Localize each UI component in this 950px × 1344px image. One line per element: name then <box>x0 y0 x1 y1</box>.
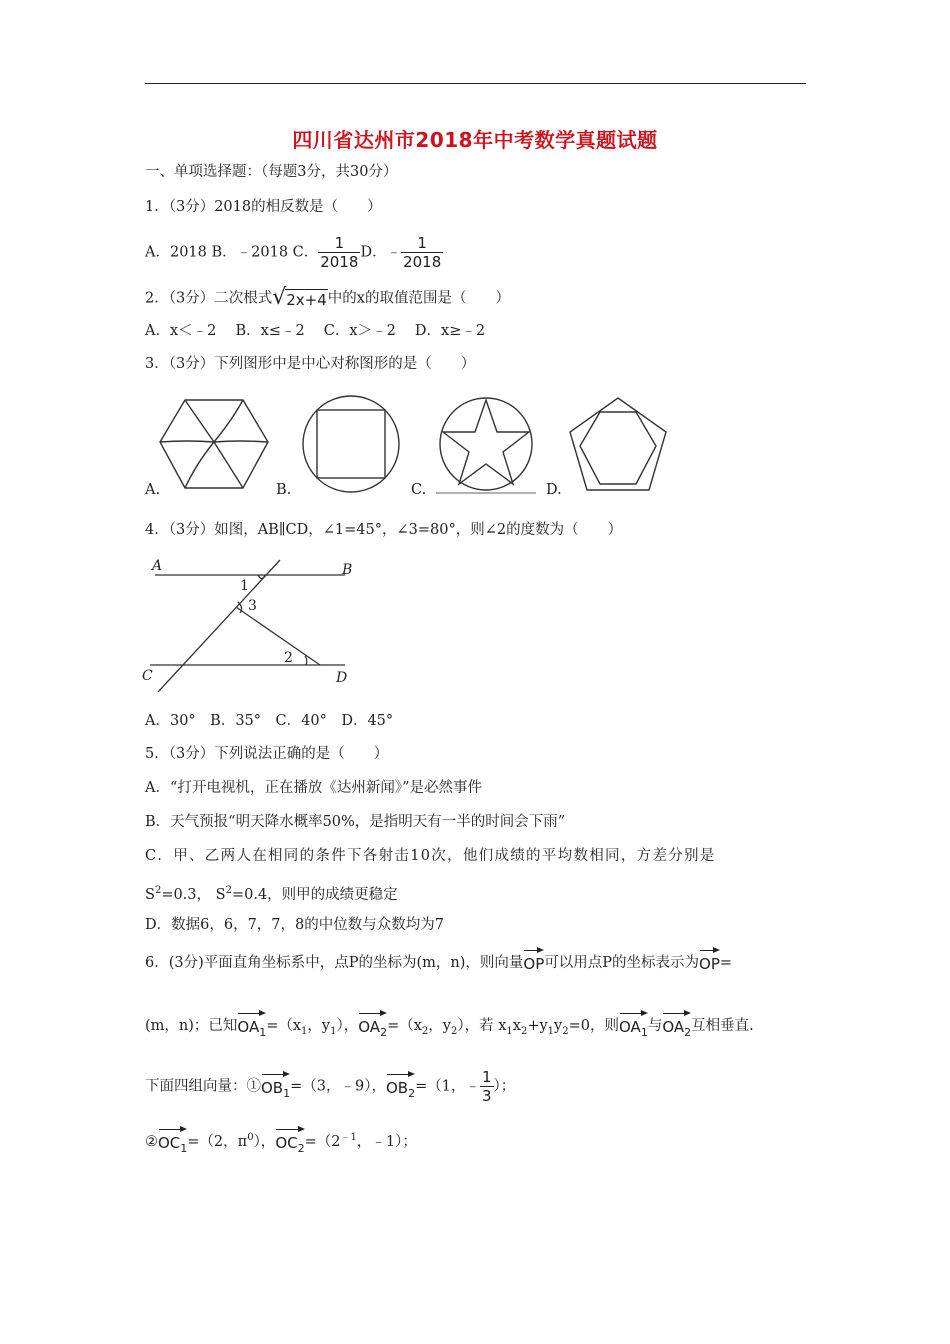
vector-oc1 <box>158 1126 187 1159</box>
superscript: 0 <box>247 1132 254 1144</box>
vector-base: OB <box>261 1078 284 1097</box>
figure-b-circle-square <box>303 396 399 492</box>
vector-oa1 <box>619 1010 648 1043</box>
section-heading: 一、单项选择题：（每题3分，共30分） <box>145 164 398 180</box>
q6-text: =（2，π <box>187 1134 248 1150</box>
q6-text: (m，n)；已知 <box>145 1018 238 1034</box>
fraction-c <box>318 234 360 271</box>
q6-text: 6．(3分)平面直角坐标系中，点P的坐标为(m，n)，则向量 <box>145 955 524 971</box>
superscript: ﹣1 <box>340 1132 357 1144</box>
vector-base: OC <box>275 1134 298 1152</box>
q6-text: 与 <box>647 1018 663 1034</box>
subscript: 2 <box>380 1026 388 1039</box>
subscript: 2 <box>684 1026 692 1039</box>
q6-text: ，﹣1）； <box>356 1134 417 1150</box>
page-title: 四川省达州市2018年中考数学真题试题 <box>292 128 658 152</box>
q3-label-b: B. <box>276 482 292 498</box>
question-1-stem: 1．（3分）2018的相反数是（ ） <box>145 199 382 215</box>
subscript: 1 <box>301 1025 308 1037</box>
question-2-stem <box>145 287 510 310</box>
question-3-stem: 3．（3分）下列图形中是中心对称图形的是（ ） <box>145 356 476 372</box>
q2-stem-post: 中的x的取值范围是（ ） <box>327 290 510 307</box>
label-c: C <box>142 668 153 684</box>
variance-s: S <box>145 886 155 903</box>
q4-figure <box>140 552 370 692</box>
vector-base: OA <box>619 1018 641 1036</box>
subscript: 1 <box>330 1025 337 1037</box>
radical-sign-icon: √ <box>272 285 287 310</box>
q6-text: = <box>719 955 733 971</box>
label-b: B <box>342 562 353 578</box>
question-6-line-4 <box>145 1126 417 1159</box>
vector-ob2 <box>386 1071 415 1104</box>
vector-oc2 <box>275 1126 304 1159</box>
q5-option-a: A．“打开电视机，正在播放《达州新闻》”是必然事件 <box>145 780 483 796</box>
angle-1-label: 1 <box>240 578 249 594</box>
variance-s: S <box>215 886 226 903</box>
q6-text: =0，则 <box>568 1018 619 1034</box>
q6-text: ），若 x <box>457 1018 507 1034</box>
variance-b: =0.4，则甲的成绩更稳定 <box>231 886 398 903</box>
question-6-line-3 <box>145 1068 515 1105</box>
q6-text: y <box>554 1018 563 1034</box>
subscript: 1 <box>259 1026 267 1039</box>
question-4-stem: 4．（3分）如图，AB∥CD，∠1=45°，∠3=80°，则∠2的度数为（ ） <box>145 522 623 538</box>
fraction-denominator: 2018 <box>320 253 359 271</box>
q2-stem-pre: 2．（3分）二次根式 <box>145 290 273 307</box>
q6-text: =（2 <box>304 1134 341 1150</box>
vector-base: OA <box>358 1018 381 1036</box>
label-a: A <box>152 558 163 574</box>
vector-oa1 <box>237 1010 266 1043</box>
question-5-stem: 5．（3分）下列说法正确的是（ ） <box>145 746 389 762</box>
vector-base: OA <box>237 1018 260 1036</box>
q6-text: ）， <box>336 1018 359 1034</box>
q6-text: ）； <box>493 1078 516 1095</box>
vector-op: OP <box>699 947 720 974</box>
vector-base: OA <box>662 1018 685 1036</box>
q3-label-c: C. <box>411 482 427 498</box>
fraction-numerator: 1 <box>334 234 345 252</box>
superscript: 2 <box>225 885 232 896</box>
subscript: 2 <box>297 1142 305 1155</box>
subscript: 2 <box>450 1025 458 1037</box>
question-6-line-2 <box>145 1010 754 1043</box>
fraction-denominator: 3 <box>481 1087 492 1105</box>
q6-text: x <box>512 1018 521 1034</box>
q6-text: 可以用点P的坐标表示为 <box>544 955 700 971</box>
q5-option-c-line2 <box>145 881 398 905</box>
angle-3-label: 3 <box>248 598 257 614</box>
superscript: 2 <box>154 885 162 896</box>
radicand: 2x+4 <box>286 291 327 309</box>
figure-c-circle-star <box>440 398 532 490</box>
q6-text: ，y <box>428 1018 451 1034</box>
q6-text: ② <box>145 1134 158 1150</box>
variance-a: =0.3， <box>161 886 212 903</box>
vector-oa2 <box>662 1010 691 1043</box>
q6-text: 下面四组向量：① <box>145 1078 261 1095</box>
q6-text: =（x <box>266 1018 302 1034</box>
question-6-line-1 <box>145 947 732 974</box>
q5-option-b: B．天气预报“明天降水概率50%，是指明天有一半的时间会下雨” <box>145 814 566 830</box>
q5-option-d: D．数据6，6，7，7，8的中位数与众数均为7 <box>145 917 444 933</box>
vector-base: OC <box>158 1134 181 1152</box>
vector-op: OP <box>523 947 544 974</box>
subscript: 1 <box>547 1025 555 1037</box>
q6-text: =（3，﹣9）， <box>290 1078 386 1095</box>
subscript: 1 <box>180 1142 188 1155</box>
q6-text: ，y <box>307 1018 331 1034</box>
header-rule <box>145 83 806 84</box>
subscript: 1 <box>506 1025 513 1037</box>
q3-label-d: D. <box>546 482 562 498</box>
fraction-numerator: 1 <box>417 234 427 252</box>
subscript: 2 <box>421 1025 429 1037</box>
fraction-denominator: 2018 <box>403 253 442 271</box>
q1-options-text: A．2018 B．﹣2018 C． <box>145 244 319 261</box>
fraction-numerator: 1 <box>481 1068 492 1086</box>
figure-a-hexagon <box>160 400 268 488</box>
vector-base: OB <box>385 1078 409 1097</box>
subscript: 2 <box>408 1086 416 1100</box>
vector-oa2 <box>358 1010 387 1043</box>
question-2-options: A．x＜﹣2 B．x≤﹣2 C．x＞﹣2 D．x≥﹣2 <box>145 323 486 339</box>
q6-text: =（x <box>387 1018 422 1034</box>
fraction-d <box>401 234 443 271</box>
figure-d-pentagon-hexagon <box>570 398 666 490</box>
subscript: 1 <box>283 1086 291 1100</box>
question-1-options <box>145 234 443 271</box>
subscript: 2 <box>520 1025 528 1037</box>
vector-ob1 <box>261 1071 290 1104</box>
subscript: 1 <box>640 1026 648 1039</box>
q6-text: =（1，﹣ <box>415 1078 480 1095</box>
square-root <box>272 287 328 310</box>
q3-label-a: A. <box>145 482 161 498</box>
q6-text: 互相垂直. <box>691 1018 754 1034</box>
fraction-one-third <box>480 1068 494 1105</box>
label-d: D <box>336 670 348 686</box>
subscript: 2 <box>562 1025 569 1037</box>
angle-2-label: 2 <box>284 650 293 666</box>
question-4-options: A．30° B．35° C．40° D．45° <box>145 713 394 729</box>
q1-option-d-label: D．﹣ <box>360 244 402 261</box>
q6-text: ）， <box>253 1134 276 1150</box>
q5-option-c-line1: C．甲、乙两人在相同的条件下各射击10次，他们成绩的平均数相同，方差分别是 <box>145 848 716 864</box>
q6-text: +y <box>527 1018 548 1034</box>
